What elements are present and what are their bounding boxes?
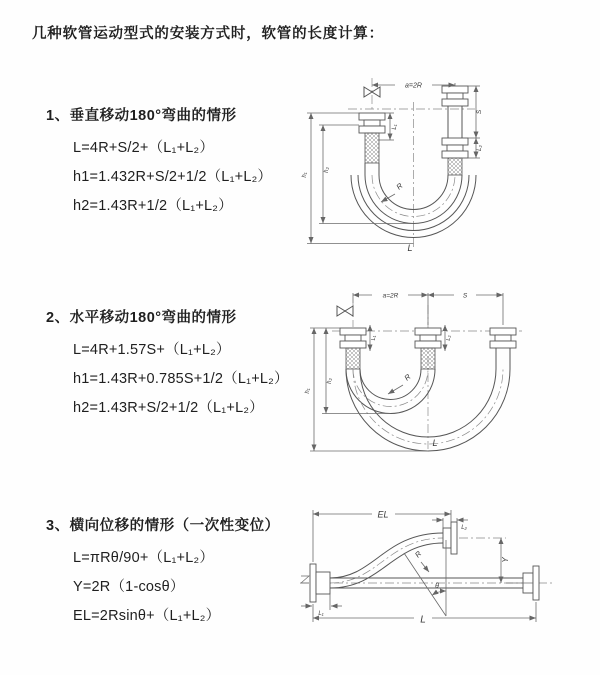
- dimension-label-l1: L₁: [371, 335, 377, 341]
- formula-line: h1=1.432R+S/2+1/2（L₁+L₂）: [73, 169, 273, 185]
- section-heading: 1、垂直移动180°弯曲的情形: [46, 108, 237, 124]
- lateral-displacement-drawing: [296, 498, 558, 643]
- radius-label: R: [394, 181, 405, 192]
- dimension-label-span: a=2R: [382, 292, 399, 300]
- dimension-label-l1: L₁: [392, 124, 398, 130]
- dimension-label-h2: h₂: [324, 167, 330, 173]
- dimensions: [301, 510, 536, 626]
- braid-section: [346, 348, 360, 369]
- braid-section: [448, 158, 462, 175]
- dimension-label-span: a=2R: [405, 82, 422, 90]
- dimensions: [305, 293, 503, 452]
- dimension-label-h1: h₁: [305, 388, 311, 394]
- section-vertical-movement: [46, 104, 316, 221]
- length-label: L: [407, 243, 413, 253]
- formula-line: EL=2Rsinθ+（L₁+L₂）: [73, 608, 221, 624]
- diagram-vertical-180-bend: [300, 70, 540, 255]
- length-label: L: [432, 438, 438, 448]
- dimension-label-stroke: S: [462, 292, 468, 300]
- formula-line: L=4R+S/2+（L₁+L₂）: [73, 140, 215, 156]
- valve-icon: [337, 306, 353, 316]
- section-heading: 2、水平移动180°弯曲的情形: [46, 310, 237, 326]
- formula-line: Y=2R（1-cosθ）: [73, 579, 185, 595]
- section-lateral-displacement: [46, 514, 316, 631]
- diagram-lateral-displacement: [296, 498, 558, 643]
- dimension-label-el: EL: [377, 509, 389, 520]
- formula-line: h1=1.43R+0.785S+1/2（L₁+L₂）: [73, 371, 289, 387]
- formula-line: h2=1.43R+1/2（L₁+L₂）: [73, 198, 233, 214]
- diagram-horizontal-180-bend: [304, 281, 546, 453]
- section-heading: 3、横向位移的情形（一次性变位）: [46, 518, 280, 534]
- radius-label: R: [402, 372, 413, 383]
- formula-line: h2=1.43R+S/2+1/2（L₁+L₂）: [73, 400, 264, 416]
- length-label: L: [420, 614, 426, 626]
- centerline-mark: [301, 576, 309, 583]
- formula-line: L=πRθ/90+（L₁+L₂）: [73, 550, 215, 566]
- braid-section: [421, 348, 435, 369]
- radius-label: R: [413, 549, 424, 560]
- hose-outline: [337, 306, 516, 451]
- dimension-label-l1: L₁: [318, 611, 324, 617]
- dimension-label-l2: L₂: [461, 525, 467, 531]
- dimension-label-theta: θ: [435, 583, 439, 590]
- dimension-label-y: Y: [501, 557, 510, 563]
- braid-section: [365, 133, 379, 163]
- dimension-label-h2: h₂: [327, 378, 333, 384]
- dimension-label-l2: L₂: [446, 335, 452, 341]
- horizontal-bend-drawing: [304, 281, 546, 453]
- page-title: 几种软管运动型式的安装方式时，软管的长度计算：: [32, 26, 384, 42]
- dimension-label-l2: L₂: [477, 145, 483, 151]
- formula-line: L=4R+1.57S+（L₁+L₂）: [73, 342, 231, 358]
- vertical-bend-drawing: [300, 70, 540, 255]
- dimension-label-stroke: S: [476, 109, 483, 115]
- section-horizontal-movement: [46, 306, 316, 423]
- dimension-label-h1: h₁: [302, 172, 308, 178]
